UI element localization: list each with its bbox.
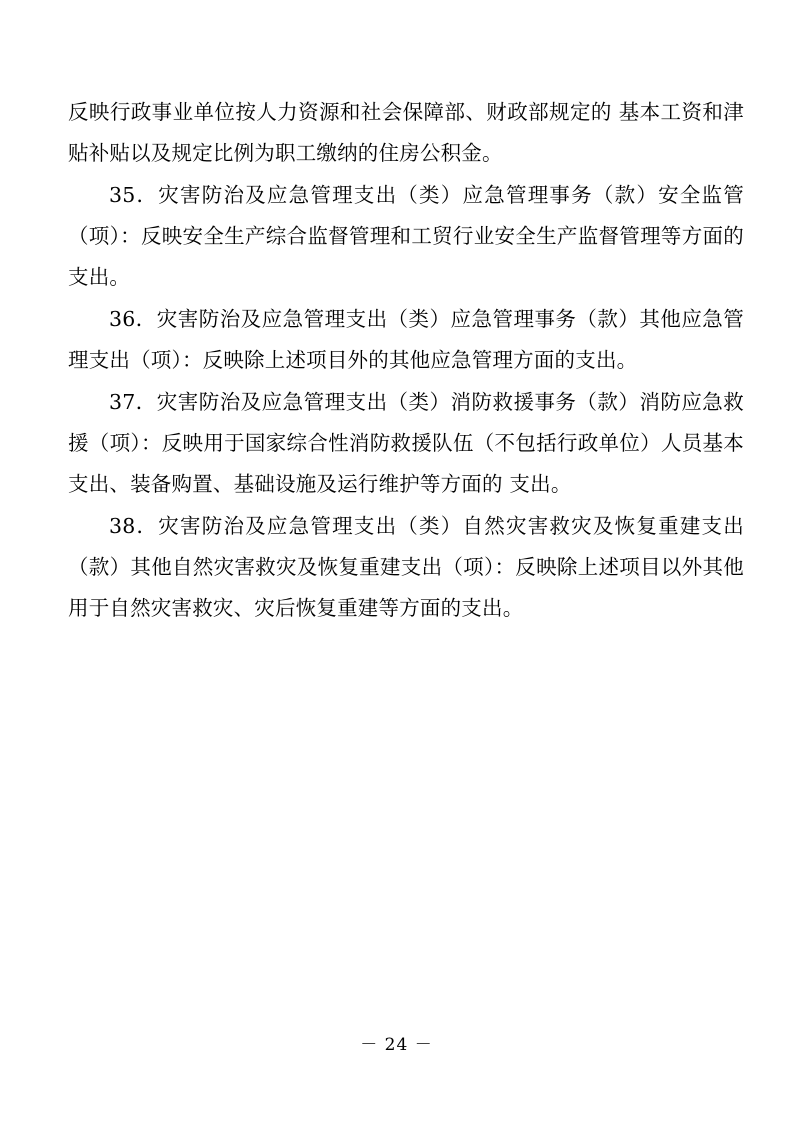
page-number: － 24 － xyxy=(360,1035,433,1055)
paragraph: 反映行政事业单位按人力资源和社会保障部、财政部规定的 基本工资和津贴补贴以及规定比例为职工缴纳的住房公积金。 xyxy=(68,100,744,165)
document-body xyxy=(68,92,744,629)
paragraph: 35．灾害防治及应急管理支出（类）应急管理事务（款）安全监管（项）：反映安全生产综合监督管理和工贸行业安全生产监督管理等方面的支出。 xyxy=(68,183,744,289)
paragraph: 38．灾害防治及应急管理支出（类）自然灾害救灾及恢复重建支出（款）其他自然灾害救灾及恢复重建支出（项）：反映除上述项目以外其他用于自然灾害救灾、灾后恢复重建等方面的支出。 xyxy=(68,514,744,620)
paragraph: 36．灾害防治及应急管理支出（类）应急管理事务（款）其他应急管理支出（项）：反映除上述项目外的其他应急管理方面的支出。 xyxy=(68,307,744,372)
paragraph: 37．灾害防治及应急管理支出（类）消防救援事务（款）消防应急救援（项）：反映用于国家综合性消防救援队伍（不包括行政单位）人员基本支出、装备购置、基础设施及运行维护等方面的 支出。 xyxy=(68,390,744,496)
